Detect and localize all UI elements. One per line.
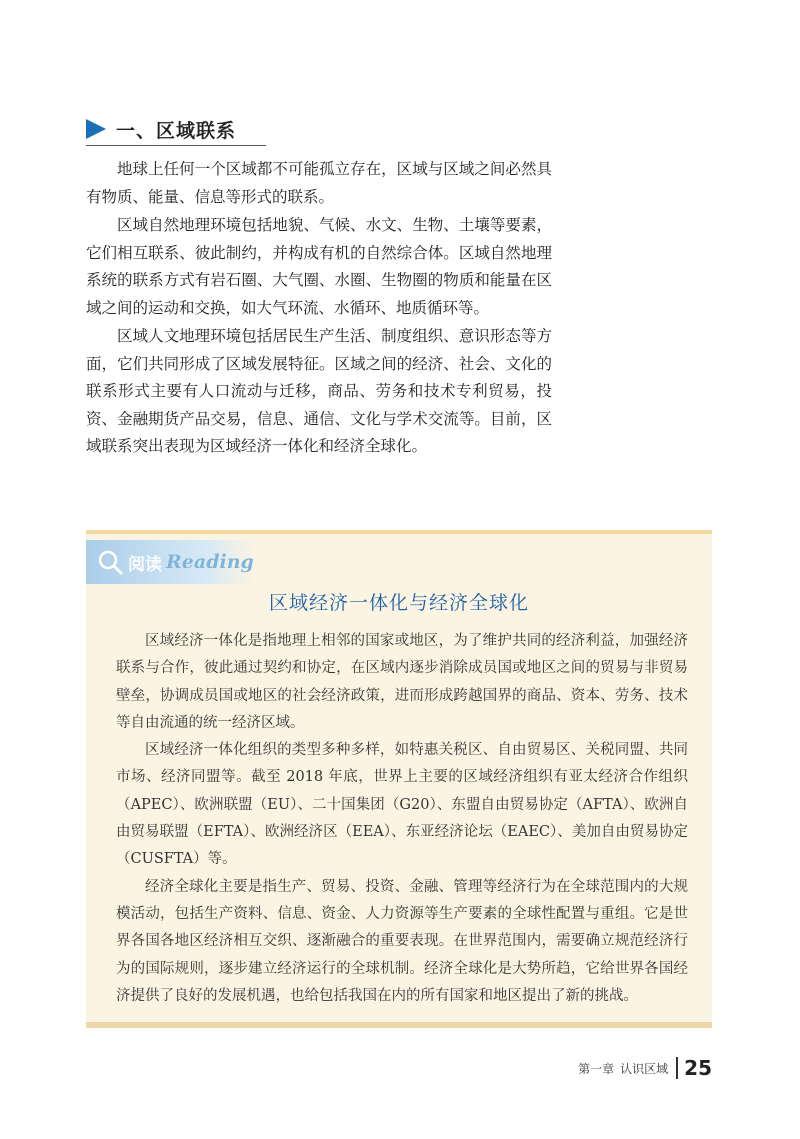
body-paragraph: 地球上任何一个区域都不可能孤立存在，区域与区域之间必然具有物质、能量、信息等形式的联系。 [86,160,552,206]
section-heading [86,112,266,146]
page-footer [578,1055,712,1081]
reading-tab [86,540,256,584]
reading-box [86,530,712,1028]
body-text [86,156,552,462]
reading-text [116,628,688,1010]
reading-title: 区域经济一体化与经济全球化 [268,592,529,614]
reading-label-en: Reading [166,551,254,573]
body-paragraph: 区域人文地理环境包括居民生产生活、制度组织、意识形态等方面，它们共同形成了区域发展特征。区域之间的经济、社会、文化的联系形式主要有人口流动与迁移，商品、劳务和技术专利贸易，投资、金融期货产品交易，信息、通信、文化与学术交流等。目前，区域联系突出表现为区域经济一体化和经济全球化。 [86,327,552,455]
reading-label: 阅读 [128,554,162,575]
reading-top-stripe [86,530,712,534]
body-paragraph: 区域自然地理环境包括地貌、气候、水文、生物、土壤等要素，它们相互联系、彼此制约，并构成有机的自然综合体。区域自然地理系统的联系方式有岩石圈、大气圈、水圈、生物圈的物质和能量在区域之间的运动和交换，如大气环流、水循环、地质循环等。 [86,216,552,317]
section-title: 一、区域联系 [116,119,237,142]
page-number: 25 [684,1056,712,1080]
section-underline [86,145,266,146]
triangle-marker-icon [86,119,106,139]
footer-chapter: 第一章 [578,1061,615,1076]
reading-bottom-stripe [86,1022,712,1028]
footer-section: 认识区域 [620,1061,669,1076]
reading-paragraph: 经济全球化主要是指生产、贸易、投资、金融、管理等经济行为在全球范围内的大规模活动，包括生产资料、信息、资金、人力资源等生产要素的全球性配置与重组。它是世界各国各地区经济相互交织、逐渐融合的重要表现。在世界范围内，需要确立规范经济行为的国际规则，逐步建立经济运行的全球机制。经济全球化是大势所趋，它给世界各国经济提供了良好的发展机遇，也给包括我国在内的所有国家和地区提出了新的挑战。 [116,878,688,1004]
reading-paragraph: 区域经济一体化组织的类型多种多样，如特惠关税区、自由贸易区、关税同盟、共同市场、经济同盟等。截至 2018 年底，世界上主要的区域经济组织有亚太经济合作组织（APEC）、欧洲联盟（EU）、二十国集团（G20）、东盟自由贸易协定（AFTA）、欧洲自由贸易联盟（EFTA）、欧洲经济区（EEA）、东亚经济论坛（EAEC）、美加自由贸易协定（CUSFTA）等。 [116,742,688,868]
reading-paragraph: 区域经济一体化是指地理上相邻的国家或地区，为了维护共同的经济利益，加强经济联系与合作，彼此通过契约和协定，在区域内逐步消除成员国或地区之间的贸易与非贸易壁垒，协调成员国或地区的社会经济政策，进而形成跨越国界的商品、资本、劳务、技术等自由流通的统一经济区域。 [116,633,688,731]
footer-divider [676,1057,678,1079]
magnifier-icon [96,548,124,576]
